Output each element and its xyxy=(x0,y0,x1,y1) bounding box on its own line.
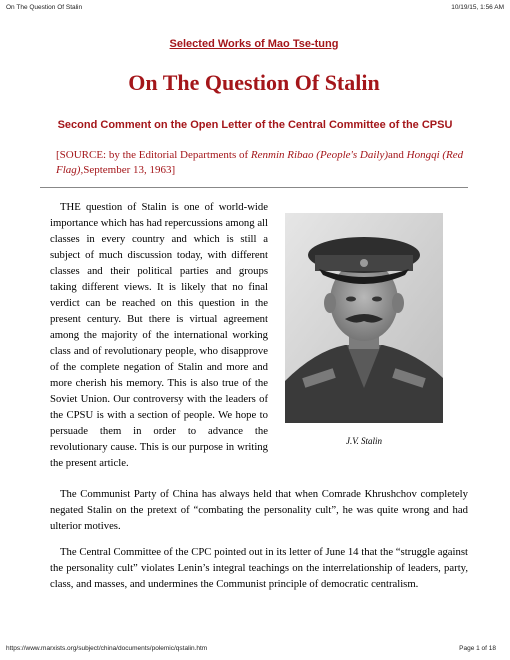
portrait-illustration xyxy=(285,213,443,423)
print-footer-page-number: Page 1 of 18 xyxy=(459,645,496,652)
paragraph-3: The Central Committee of the CPC pointed out in its letter of June 14 that the “struggle against the personality cult” violates Lenin’s integral teachings on the interrelationship of leaders, party, class, and masses, and undermines the Communist principle of democratic centralism. xyxy=(50,546,468,590)
portrait-caption: J.V. Stalin xyxy=(345,436,383,446)
source-paper-renmin: Renmin Ribao (People's Daily) xyxy=(250,149,388,161)
page-title: On The Question Of Stalin xyxy=(128,70,380,95)
source-mid: and xyxy=(388,149,407,161)
print-header-timestamp: 10/19/15, 1:56 AM xyxy=(451,4,504,11)
print-header-title: On The Question Of Stalin xyxy=(6,4,83,11)
source-paper-hongqi: Hongqi (Red Flag), xyxy=(56,149,464,176)
divider xyxy=(40,187,468,188)
stalin-portrait-image xyxy=(285,213,443,423)
print-footer xyxy=(6,645,496,652)
source-prefix: [SOURCE: by the Editorial Departments of xyxy=(56,149,251,161)
document-content xyxy=(50,38,468,188)
page-subtitle: Second Comment on the Open Letter of the Central Committee of the CPSU xyxy=(57,119,453,131)
source-date: September 13, 1963] xyxy=(83,164,176,176)
paragraph-2: The Communist Party of China has always held that when Comrade Khrushchov completely negated Stalin on the pretext of “combating the personality cult”, he was quite wrong and had ulterior motives. xyxy=(50,488,468,532)
series-link[interactable]: Selected Works of Mao Tse-tung xyxy=(169,38,339,50)
portrait-figure xyxy=(285,213,443,446)
print-header xyxy=(6,4,504,11)
paragraph-1: THE question of Stalin is one of world-wide importance which has had repercussions among all classes in every country and which is still a subject of much discussion today, with different classes and their political parties and groups taking different views. It is likely that no final verdict can be reached on this question in the present century. But there is virtual agreement among the majority of the international working class and of revolutionary people, who disapprove of the complete negation of Stalin and more and more cherish his memory. This is also true of the Soviet Union. Our controversy with the leaders of the CPSU is with a section of people. We hope to persuade them in order to advance the revolutionary cause. This is our purpose in writing the present article. xyxy=(50,201,268,469)
source-citation xyxy=(56,148,468,178)
print-footer-url: https://www.marxists.org/subject/china/documents/polemic/qstalin.htm xyxy=(6,645,208,652)
